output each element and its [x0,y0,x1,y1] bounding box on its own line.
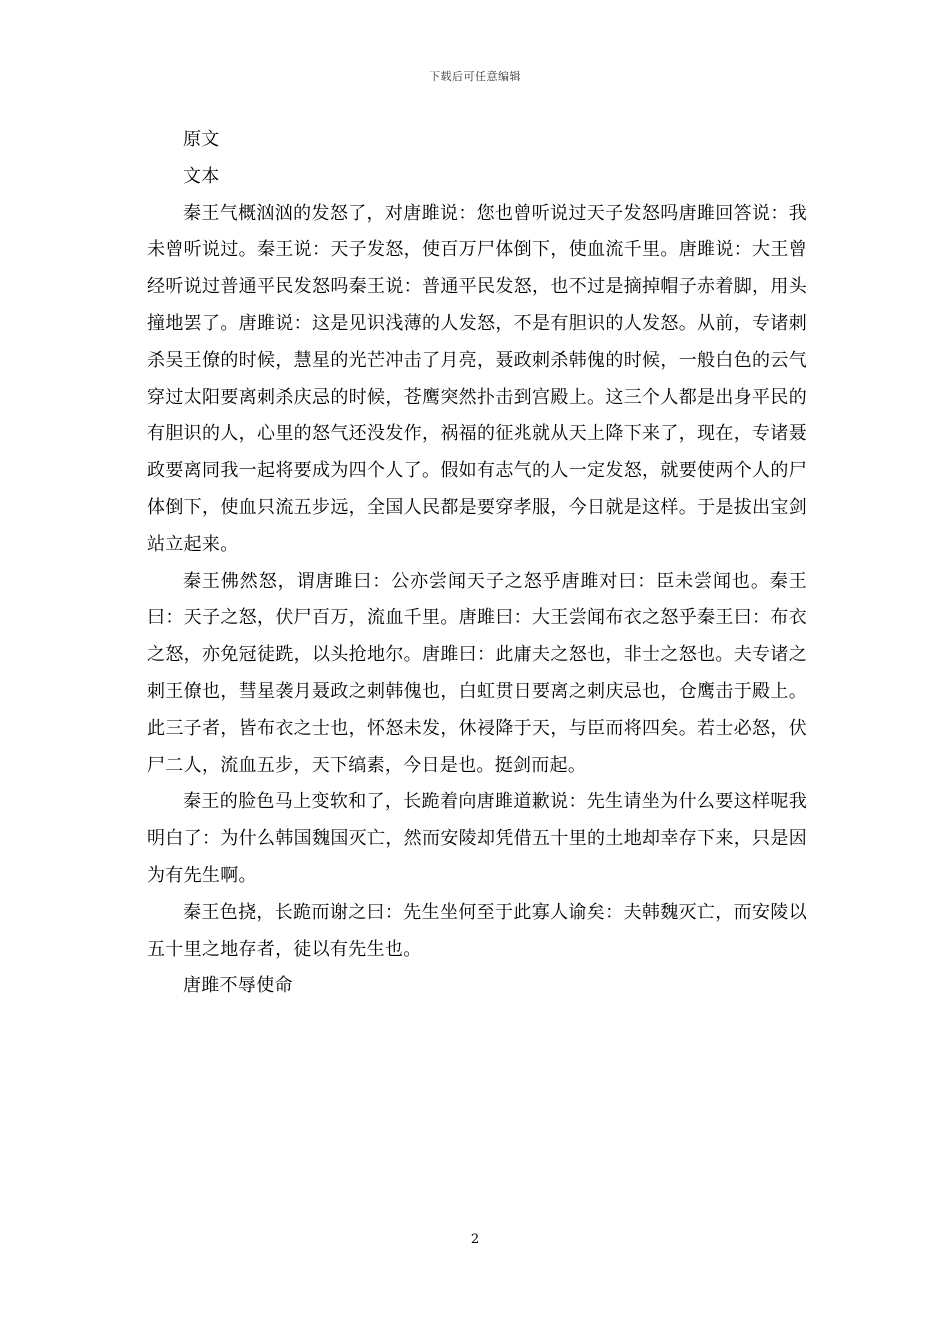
page-header: 下载后可任意编辑 [429,70,521,83]
document-body [147,122,807,1005]
paragraph-translation-2: 秦王的脸色马上变软和了，长跪着向唐雎道歉说：先生请坐为什么要这样呢我明白了：为什么韩国魏国灭亡，然而安陵却凭借五十里的土地却幸存下来，只是因为有先生啊。 [147,791,807,886]
paragraph-translation-1: 秦王气概汹汹的发怒了，对唐雎说：您也曾听说过天子发怒吗唐雎回答说：我未曾听说过。秦王说：天子发怒，使百万尸体倒下，使血流千里。唐雎说：大王曾经听说过普通平民发怒吗秦王说：普通平民发怒，也不过是摘掉帽子赤着脚，用头撞地罢了。唐雎说：这是见识浅薄的人发怒，不是有胆识的人发怒。从前，专诸刺杀吴王僚的时候，慧星的光芒冲击了月亮，聂政刺杀韩傀的时候，一般白色的云气穿过太阳要离刺杀庆忌的时候，苍鹰突然扑击到宫殿上。这三个人都是出身平民的有胆识的人，心里的怒气还没发作，祸福的征兆就从天上降下来了，现在，专诸聂政要离同我一起将要成为四个人了。假如有志气的人一定发怒，就要使两个人的尸体倒下，使血只流五步远，全国人民都是要穿孝服，今日就是这样。于是拔出宝剑站立起来。 [147,202,807,555]
paragraph-original-2: 秦王色挠，长跪而谢之曰：先生坐何至于此寡人谕矣：夫韩魏灭亡，而安陵以五十里之地存者，徒以有先生也。 [147,901,807,960]
paragraph-title: 唐雎不辱使命 [183,975,293,997]
paragraph-original-1: 秦王佛然怒，谓唐雎曰：公亦尝闻天子之怒乎唐雎对曰：臣未尝闻也。秦王曰：天子之怒，伏尸百万，流血千里。唐雎曰：大王尝闻布衣之怒乎秦王曰：布衣之怒，亦免冠徒跣，以头抢地尔。唐雎曰：此庸夫之怒也，非士之怒也。夫专诸之刺王僚也，彗星袭月聂政之刺韩傀也，白虹贯日要离之刺庆忌也，仓鹰击于殿上。此三子者，皆布衣之士也，怀怒未发，休祲降于天，与臣而将四矣。若士必怒，伏尸二人，流血五步，天下缟素，今日是也。挺剑而起。 [147,570,807,776]
paragraph-heading-text: 文本 [183,165,220,187]
paragraph-heading-original: 原文 [183,129,220,150]
page-number: 2 [470,1232,480,1247]
